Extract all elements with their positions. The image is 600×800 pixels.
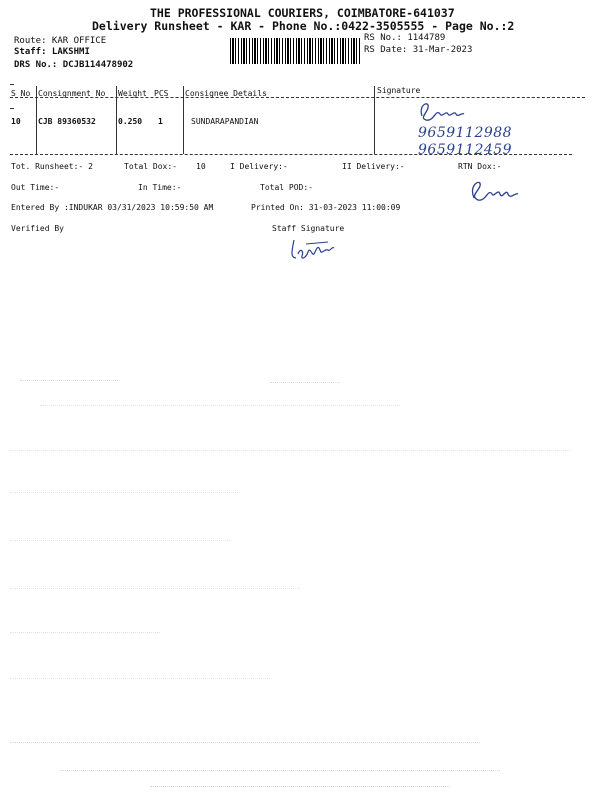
staff-signature-label: Staff Signature bbox=[272, 224, 345, 233]
printed-on: Printed On: 31-03-2023 11:00:09 bbox=[251, 203, 401, 212]
staff-signature bbox=[288, 236, 338, 264]
bleed-through-mark bbox=[270, 382, 340, 383]
divider bbox=[10, 84, 14, 85]
bleed-through-mark bbox=[10, 492, 240, 493]
row-consignment: CJB 89360532 bbox=[38, 117, 96, 126]
i-delivery: I Delivery:- bbox=[230, 162, 288, 171]
column-divider bbox=[374, 86, 375, 154]
out-time: Out Time:- bbox=[11, 183, 60, 192]
rs-number: RS No.: 1144789 bbox=[364, 33, 446, 43]
total-dox-label: Total Dox:- bbox=[124, 162, 177, 171]
bleed-through-mark bbox=[10, 742, 480, 743]
divider bbox=[10, 108, 14, 109]
rtn-signature bbox=[466, 174, 522, 206]
recipient-signature bbox=[416, 98, 466, 124]
col-pcs: PCS bbox=[154, 89, 169, 98]
rs-date: RS Date: 31-Mar-2023 bbox=[364, 45, 473, 55]
bleed-through-mark bbox=[10, 678, 270, 679]
in-time: In Time:- bbox=[138, 183, 182, 192]
company-title: THE PROFESSIONAL COURIERS, COIMBATORE-641037 bbox=[150, 6, 455, 20]
column-divider bbox=[36, 86, 37, 154]
bleed-through-mark bbox=[60, 770, 500, 771]
barcode bbox=[230, 38, 360, 64]
entered-by: Entered By :INDUKAR 03/31/2023 10:59:50 AM bbox=[11, 203, 214, 212]
row-consignee: SUNDARAPANDIAN bbox=[191, 117, 259, 126]
bleed-through-mark bbox=[10, 588, 300, 589]
total-dox-value: 10 bbox=[196, 162, 206, 171]
bleed-through-mark bbox=[40, 405, 400, 406]
verified-by: Verified By bbox=[11, 224, 64, 233]
staff-label: Staff: LAKSHMI bbox=[14, 47, 90, 57]
bleed-through-mark bbox=[20, 380, 120, 381]
column-divider bbox=[183, 86, 184, 154]
col-signature: Signature bbox=[377, 86, 421, 95]
bleed-through-mark bbox=[150, 786, 450, 787]
tot-runsheet: Tot. Runsheet:- 2 bbox=[11, 162, 93, 171]
col-consignee: Consignee Details bbox=[185, 89, 267, 98]
column-divider bbox=[116, 86, 117, 154]
runsheet-subtitle: Delivery Runsheet - KAR - Phone No.:0422-3505555 - Page No.:2 bbox=[92, 19, 515, 33]
row-weight: 0.250 bbox=[118, 117, 143, 126]
bleed-through-mark bbox=[10, 450, 570, 451]
total-pod: Total POD:- bbox=[260, 183, 313, 192]
row-pcs: 1 bbox=[158, 117, 163, 126]
rtn-dox: RTN Dox:- bbox=[458, 162, 502, 171]
row-sno: 10 bbox=[11, 117, 21, 126]
col-sno: S No bbox=[11, 89, 31, 98]
route-label: Route: KAR OFFICE bbox=[14, 36, 107, 46]
col-weight: Weight bbox=[118, 89, 147, 98]
col-consignment: Consignment No bbox=[38, 89, 106, 98]
bleed-through-mark bbox=[10, 540, 230, 541]
bleed-through-mark bbox=[10, 632, 160, 633]
handwritten-phone-2: 9659112459 bbox=[418, 142, 513, 158]
ii-delivery: II Delivery:- bbox=[342, 162, 405, 171]
drs-number: DRS No.: DCJB114478902 bbox=[14, 60, 134, 70]
handwritten-phone-1: 9659112988 bbox=[418, 125, 513, 141]
